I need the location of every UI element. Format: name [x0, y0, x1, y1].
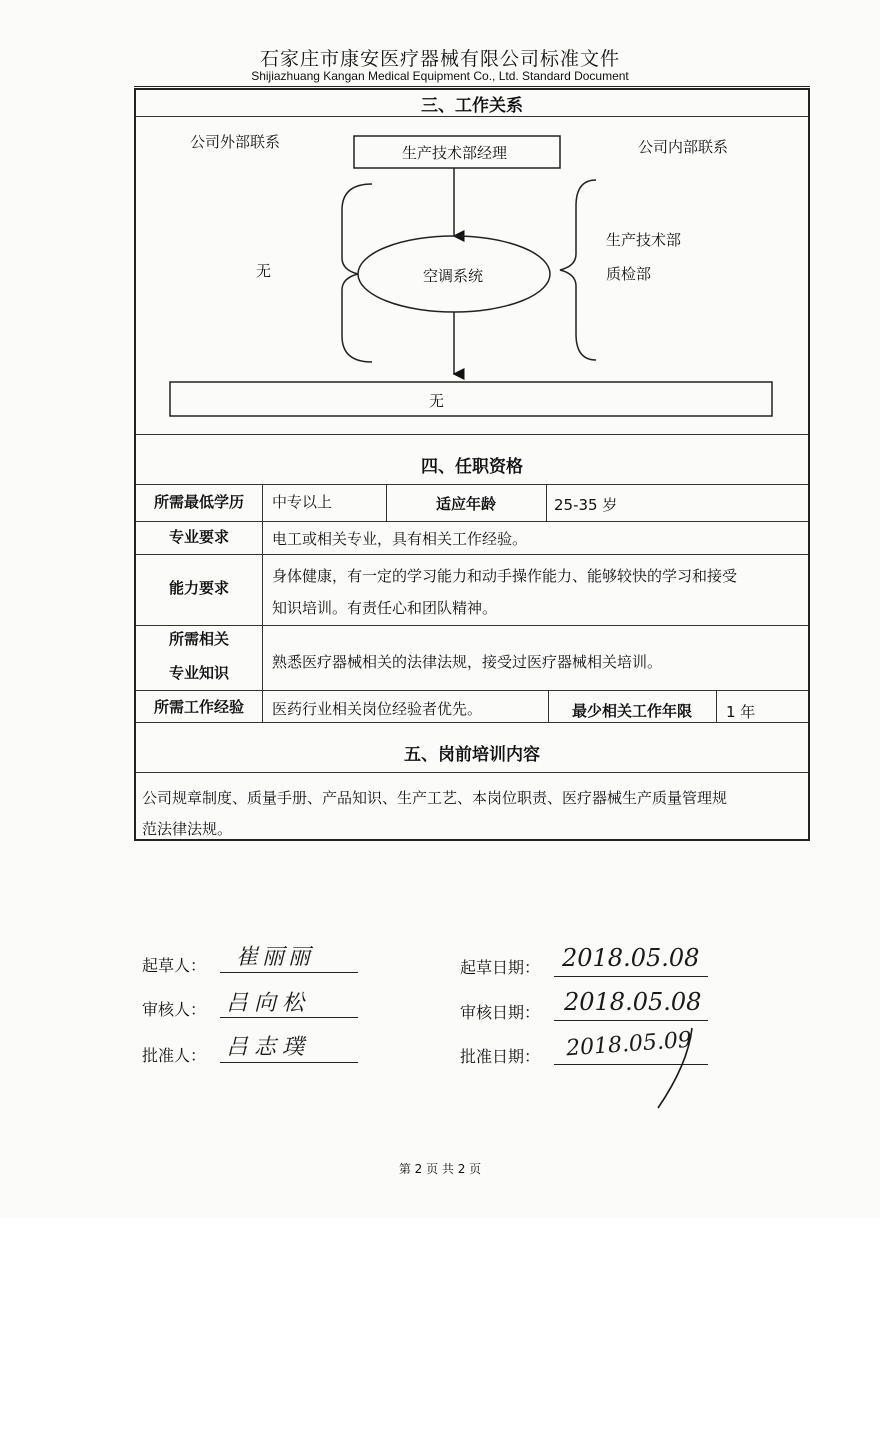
section5-title: 五、岗前培训内容: [404, 745, 540, 765]
section5-title-rule: [136, 772, 808, 773]
approver-line: [220, 1062, 358, 1063]
draft-date-line: [554, 976, 708, 977]
row-rule-6: [136, 722, 808, 723]
ability-label: 能力要求: [168, 579, 229, 597]
draft-date-handwritten: 2018.05.08: [562, 944, 700, 972]
label-column-rule: [262, 484, 263, 722]
subordinate-value: 无: [429, 392, 445, 410]
internal-contact-1: 生产技术部: [606, 231, 682, 249]
subordinate-box: [170, 382, 772, 416]
row-rule-5: [136, 690, 808, 691]
header-rule: [134, 86, 810, 87]
reviewer-signature: 吕向松: [226, 991, 311, 1016]
row-rule-1: [136, 484, 808, 485]
reviewer-label: 审核人：: [142, 1000, 207, 1019]
approver-signature: 吕志璞: [226, 1035, 311, 1060]
internal-contact-label: 公司内部联系: [638, 138, 729, 156]
age-col-rule-1: [386, 484, 387, 521]
draft-date-label: 起草日期：: [460, 958, 541, 977]
left-brace: [342, 184, 372, 362]
review-date-line: [554, 1020, 708, 1021]
min-years-label: 最少相关工作年限: [571, 702, 692, 720]
page-number: 第 2 页 共 2 页: [398, 1162, 482, 1176]
drafter-line: [220, 972, 358, 973]
document-subtitle: Shijiazhuang Kangan Medical Equipment Co., Ltd. Standard Document: [251, 69, 629, 83]
experience-value: 医药行业相关岗位经验者优先。: [272, 700, 483, 718]
approve-date-handwritten: 2018.05.09: [565, 1027, 693, 1062]
external-contact-label: 公司外部联系: [190, 133, 281, 151]
approve-date-label: 批准日期：: [460, 1047, 541, 1066]
knowledge-label-1: 所需相关: [168, 630, 229, 648]
internal-contact-2: 质检部: [606, 265, 652, 283]
right-brace: [560, 180, 596, 360]
reviewer-line: [220, 1017, 358, 1018]
age-value: 25-35 岁: [554, 496, 618, 514]
document-title: 石家庄市康安医疗器械有限公司标准文件: [259, 48, 620, 70]
education-label: 所需最低学历: [153, 493, 244, 511]
section3-title: 三、工作关系: [421, 96, 523, 116]
row-rule-4: [136, 625, 808, 626]
review-date-handwritten: 2018.05.08: [564, 988, 702, 1016]
education-value: 中专以上: [272, 493, 333, 511]
min-years-value: 1 年: [726, 703, 756, 721]
section3-title-rule: [136, 116, 808, 117]
section3-end-rule: [136, 434, 808, 435]
drafter-label: 起草人：: [142, 956, 207, 975]
section4-title: 四、任职资格: [421, 457, 523, 477]
training-line-1: 公司规章制度、质量手册、产品知识、生产工艺、本岗位职责、医疗器械生产质量管理规: [142, 789, 728, 807]
ability-line-2: 知识培训。有责任心和团队精神。: [272, 599, 498, 617]
years-col-rule-2: [716, 690, 717, 722]
training-line-2: 范法律法规。: [142, 820, 233, 838]
drafter-signature: 崔丽丽: [236, 945, 315, 970]
external-contact-value: 无: [256, 262, 272, 280]
row-rule-3: [136, 554, 808, 555]
knowledge-label-2: 专业知识: [168, 664, 229, 682]
experience-label: 所需工作经验: [153, 698, 244, 716]
position-label: 空调系统: [423, 267, 484, 285]
knowledge-value: 熟悉医疗器械相关的法律法规，接受过医疗器械相关培训。: [272, 653, 663, 671]
review-date-label: 审核日期：: [460, 1003, 541, 1022]
major-value: 电工或相关专业，具有相关工作经验。: [272, 530, 528, 548]
age-label: 适应年龄: [435, 495, 496, 513]
row-rule-2: [136, 521, 808, 522]
date-pen-stroke: [650, 1024, 700, 1114]
age-col-rule-2: [546, 484, 547, 521]
major-label: 专业要求: [168, 528, 229, 546]
ability-line-1: 身体健康，有一定的学习能力和动手操作能力、能够较快的学习和接受: [272, 567, 738, 585]
supervisor-label: 生产技术部经理: [402, 144, 508, 162]
approver-label: 批准人：: [142, 1046, 207, 1065]
